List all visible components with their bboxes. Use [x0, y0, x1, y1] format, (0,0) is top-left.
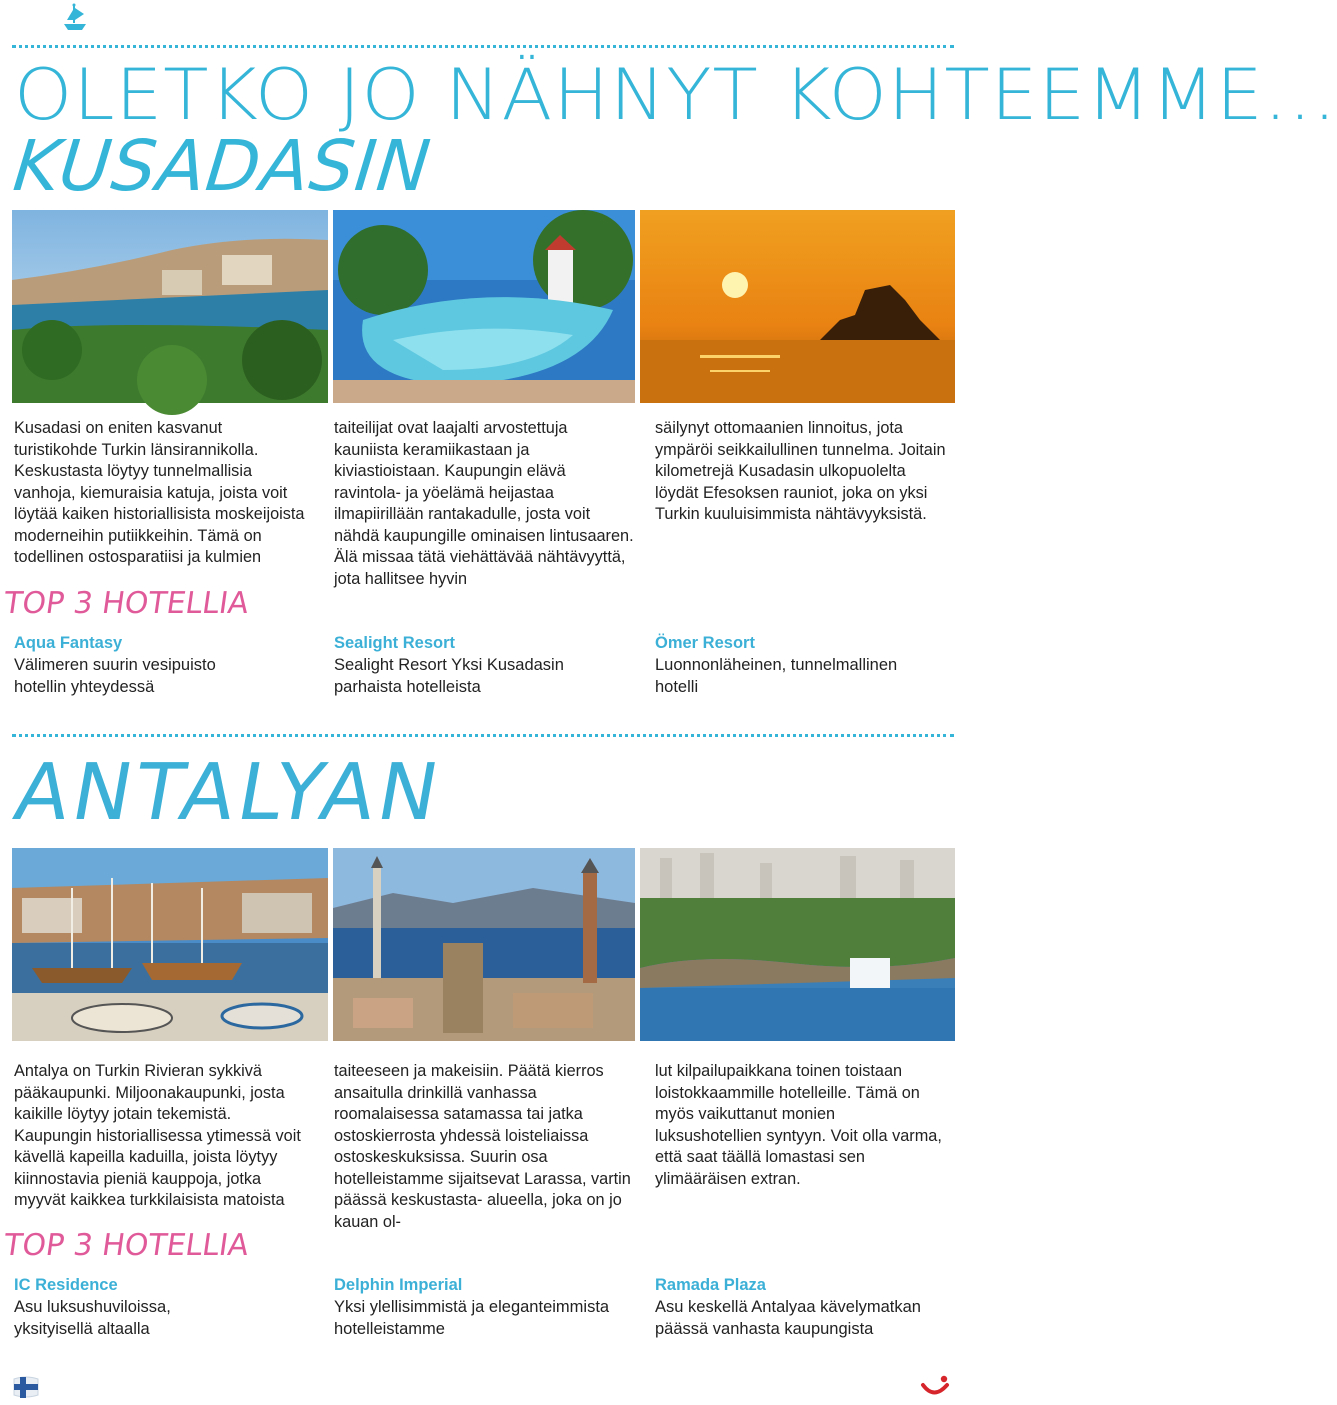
antalya-hotel-desc: Yksi ylellisimmistä ja eleganteimmista hotelleistamme — [334, 1298, 610, 1338]
antalya-hotel-name: Delphin Imperial — [334, 1276, 463, 1294]
kusadasi-top3-label: TOP 3 HOTELLIA — [1, 586, 251, 621]
section-divider-middle — [12, 734, 954, 737]
antalya-top3-label: TOP 3 HOTELLIA — [1, 1228, 251, 1263]
tui-smile-logo-icon — [920, 1374, 952, 1400]
antalya-old-town-photo — [333, 848, 635, 1041]
kusadasi-hotel-desc: Välimeren suurin vesipuisto hotellin yhteydessä — [14, 656, 216, 696]
antalya-hotel-name: Ramada Plaza — [655, 1276, 766, 1294]
kusadasi-resort-pool-photo — [333, 210, 635, 403]
antalya-text-col3: lut kilpailupaikkana toinen toistaan loistokkaammille hotelleille. Tämä on myös vaikuttanut monien luksushotellien syntyyn. Voit olla varma, että saat täällä lomastasi sen ylimääräisen extran. — [655, 1062, 942, 1188]
antalya-waterfall-photo — [640, 848, 955, 1041]
antalya-hotel-desc: Asu luksushuviloissa, yksityisellä altaalla — [14, 1298, 171, 1338]
kusadasi-hotel-desc: Luonnonläheinen, tunnelmallinen hotelli — [655, 656, 898, 696]
antalya-marina-photo — [12, 848, 328, 1041]
page-title: OLETKO JO NÄHNYT KOHTEEMME... — [14, 54, 1337, 136]
kusadasi-hotel-name: Ömer Resort — [655, 634, 755, 652]
kusadasi-hotel-name: Sealight Resort — [334, 634, 456, 652]
kusadasi-hotel-desc: Sealight Resort Yksi Kusadasin parhaista hotelleista — [334, 656, 564, 696]
kusadasi-hotel-name: Aqua Fantasy — [14, 634, 123, 652]
kusadasi-text-col3: säilynyt ottomaanien linnoitus, jota ympäröi seikkailullinen tunnelma. Joitain kilometrejä Kusadasin ulkopuolelta löydät Efesoksen rauniot, joka on yksi Turkin kuuluisimmista nähtävyyksistä. — [655, 419, 946, 523]
kusadasi-heading: KUSADASIN — [9, 125, 435, 207]
finnish-flag-icon — [12, 1375, 40, 1399]
kusadasi-text-col2: taiteilijat ovat laajalti arvostettuja kauniista keramiikastaan ja kiviastioistaan. Kaupungin elävä ravintola- ja yöelämä heijastaa ilmapiirillään rantakadulle, josta voit nähdä kaupungille ominaisen lintusaaren. Älä missaa tätä viehättävää nähtävyyttä, jota hallitsee hyvin — [334, 419, 634, 588]
antalya-text-col1: Antalya on Turkin Rivieran sykkivä pääkaupunki. Miljoonakaupunki, josta kaikille löytyy jotain tekemistä. Kaupungin historiallisessa ytimessä voit kävellä kapeilla kaduilla, joista löytyy kiinnostavia pieniä kauppoja, jotka myyvät kaikkea turkkilaisista matoista — [14, 1062, 301, 1209]
kusadasi-harbour-photo — [12, 210, 328, 403]
antalya-heading: ANTALYAN — [8, 748, 449, 838]
antalya-hotel-name: IC Residence — [14, 1276, 118, 1294]
antalya-text-col2: taiteeseen ja makeisiin. Päätä kierros ansaitulla drinkillä vanhassa roomalaisessa satamassa tai jatka ostoskierrosta yhdessä loisteliaissa ostoskeskuksissa. Suurin osa hotelleistamme sijaitsevat Larassa, vartin päässä keskustasta- alueella, joka on jo kauan ol- — [334, 1062, 631, 1231]
kusadasi-sunset-photo — [640, 210, 955, 403]
ship-logo-icon — [58, 2, 92, 36]
section-divider-top — [12, 45, 954, 48]
kusadasi-text-col1: Kusadasi on eniten kasvanut turistikohde Turkin länsirannikolla. Keskustasta löytyy tunnelmallisia vanhoja, kiemuraisia katuja, joista voit löytää kaiken historiallisista moskeijoista moderneihin putiikkeihin. Tämä on todellinen ostosparatiisi ja kulmien — [14, 419, 305, 566]
antalya-hotel-desc: Asu keskellä Antalyaa kävelymatkan päässä vanhasta kaupungista — [655, 1298, 921, 1338]
